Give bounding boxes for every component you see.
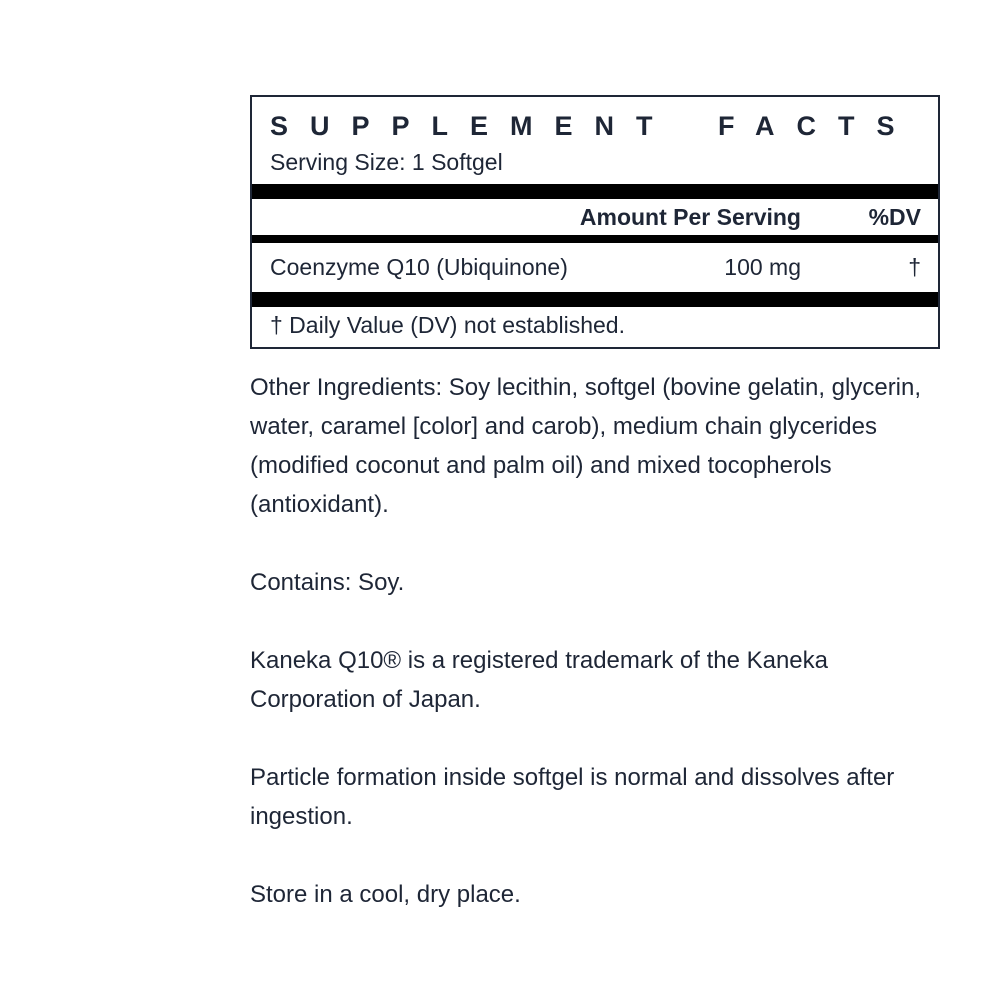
trademark-paragraph: Kaneka Q10® is a registered trademark of the Kaneka Corporation of Japan. — [250, 647, 829, 713]
column-header-row — [252, 199, 938, 235]
nutrient-name: Coenzyme Q10 (Ubiquinone) — [270, 254, 568, 280]
facts-header — [252, 97, 938, 184]
daily-value-footnote: † Daily Value (DV) not established. — [270, 312, 625, 338]
percent-dv-header: %DV — [868, 203, 921, 230]
serving-size-text: Serving Size: 1 Softgel — [270, 149, 503, 175]
divider-bar-thick-top — [252, 184, 938, 199]
label-body-copy — [250, 368, 934, 953]
supplement-facts-title: SUPPLEMENT FACTS — [270, 111, 917, 141]
amount-per-serving-header: Amount Per Serving — [579, 203, 801, 230]
nutrient-dv: † — [908, 254, 921, 280]
contains-paragraph: Contains: Soy. — [250, 569, 405, 596]
table-row — [252, 243, 938, 292]
divider-bar-thin — [252, 235, 938, 243]
nutrient-amount: 100 mg — [724, 254, 801, 280]
divider-bar-thick-bottom — [252, 292, 938, 307]
storage-paragraph: Store in a cool, dry place. — [250, 881, 521, 908]
supplement-facts-panel — [250, 95, 940, 349]
particle-note-paragraph: Particle formation inside softgel is normal and dissolves after ingestion. — [250, 764, 895, 830]
other-ingredients-paragraph: Other Ingredients: Soy lecithin, softgel (bovine gelatin, glycerin, water, caramel [color] and carob), medium chain glycerides (modified coconut and palm oil) and mixed tocopherols (antioxidant). — [250, 374, 922, 518]
